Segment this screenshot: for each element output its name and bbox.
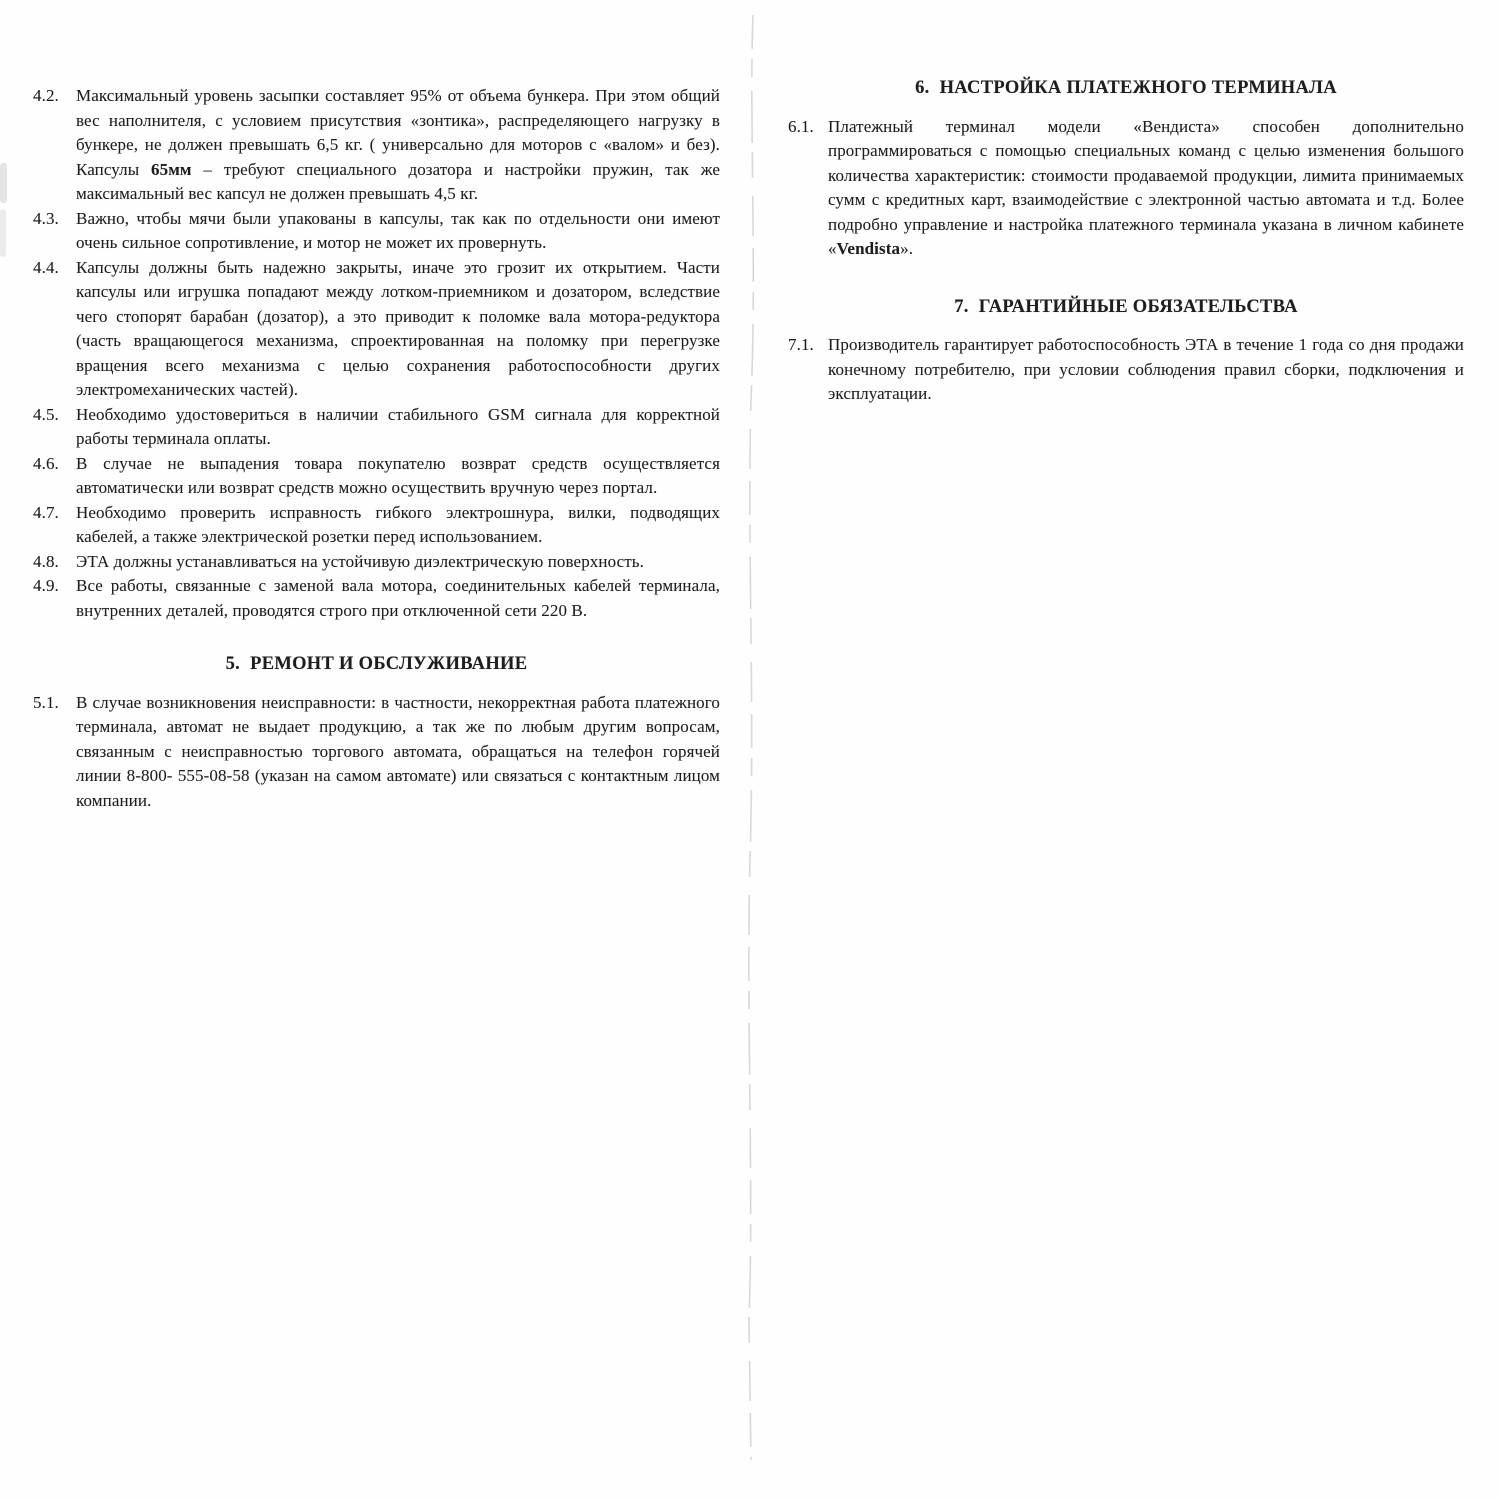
list-item bbox=[33, 501, 720, 550]
item-text: Все работы, связанные с заменой вала мотора, соединительных кабелей терминала, внутренних деталей, проводятся строго при отключенной сети 220 В. bbox=[76, 576, 720, 620]
list-item bbox=[33, 207, 720, 256]
section4-item-list bbox=[33, 84, 720, 623]
section7-title-text: ГАРАНТИЙНЫЕ ОБЯЗАТЕЛЬСТВА bbox=[978, 296, 1298, 317]
list-item bbox=[788, 115, 1464, 262]
item-text: Важно, чтобы мячи были упакованы в капсулы, так как по отдельности они имеют очень сильное сопротивление, и мотор не может их провернуть. bbox=[76, 208, 720, 252]
item-number: 6.1. bbox=[788, 116, 814, 136]
section6-item-list bbox=[788, 115, 1464, 262]
left-column bbox=[33, 84, 720, 813]
item-number: 4.5. bbox=[33, 404, 59, 424]
list-item bbox=[33, 403, 720, 452]
item-text: Капсулы должны быть надежно закрыты, иначе это грозит их открытием. Части капсулы или игрушка попадают между лотком-приемником и дозатором, вследствие чего стопорят барабан (дозатор), а это приводит к поломке вала мотора-редуктора (часть вращающегося механизма, спроектированная на поломку при перегрузке вращения всего механизма с целью сохранения работоспособности других электромеханических частей). bbox=[76, 257, 720, 399]
section5-item-list bbox=[33, 691, 720, 814]
list-item bbox=[33, 574, 720, 623]
item-number: 5.1. bbox=[33, 692, 59, 712]
scan-artifact-mark bbox=[0, 209, 6, 257]
item-text: Необходимо удостовериться в наличии стабильного GSM сигнала для корректной работы терминала оплаты. bbox=[76, 404, 720, 448]
item-text: Производитель гарантирует работоспособность ЭТА в течение 1 года со дня продажи конечному потребителю, при условии соблюдения правил сборки, подключения и эксплуатации. bbox=[828, 335, 1464, 403]
item-number: 4.2. bbox=[33, 86, 59, 105]
list-item bbox=[788, 333, 1464, 407]
item-text: ЭТА должны устанавливаться на устойчивую диэлектрическую поверхность. bbox=[76, 551, 644, 571]
item-number: 7.1. bbox=[788, 335, 814, 354]
item-text: Платежный терминал модели «Вендиста» способен дополнительно программироваться с помощью специальных команд с целью изменения большого количества характеристик: стоимости продаваемой продукции, лимита принимаемых сумм с кредитных карт, взаимодействие с электронной частью автомата и т.д. Более подробно управление и настройка платежного терминала указана в личном кабинете «Vendista». bbox=[828, 116, 1464, 258]
section5-number: 5. bbox=[225, 654, 241, 674]
list-item bbox=[33, 256, 720, 403]
section6-number: 6. bbox=[915, 78, 930, 98]
item-number: 4.3. bbox=[33, 208, 59, 228]
scan-artifact-mark bbox=[0, 163, 7, 203]
item-text: В случае возникновения неисправности: в частности, некорректная работа платежного терминала, автомат не выдает продукцию, а так же по любым другим вопросам, связанным с неисправностью торгового автомата, обращаться на телефон горячей линии 8-800- 555-08-58 (указан на самом автомате) или связаться с контактным лицом компании. bbox=[76, 692, 720, 810]
list-item bbox=[33, 84, 720, 207]
section7-item-list bbox=[788, 333, 1464, 407]
section7-number: 7. bbox=[954, 296, 969, 317]
list-item bbox=[33, 550, 720, 575]
item-number: 4.8. bbox=[33, 551, 59, 571]
item-number: 4.9. bbox=[33, 576, 59, 595]
section6-title-text: НАСТРОЙКА ПЛАТЕЖНОГО ТЕРМИНАЛА bbox=[939, 78, 1337, 98]
item-text: Максимальный уровень засыпки составляет 95% от объема бункера. При этом общий вес наполнителя, с условием присутствия «зонтика», распределяющего нагрузку в бункере, не должен превышать 6,5 кг. ( универсально для моторов с «валом» и без). Капсулы 65мм – требуют специального дозатора и настройки пружин, так же максимальный вес капсул не должен превышать 4,5 кг. bbox=[76, 86, 720, 203]
item-number: 4.4. bbox=[33, 257, 59, 277]
item-text: Необходимо проверить исправность гибкого электрошнура, вилки, подводящих кабелей, а также электрической розетки перед использованием. bbox=[76, 502, 720, 546]
section5-title bbox=[33, 652, 720, 677]
list-item bbox=[33, 691, 720, 814]
list-item bbox=[33, 452, 720, 501]
section5-title-text: РЕМОНТ И ОБСЛУЖИВАНИЕ bbox=[250, 654, 528, 674]
right-column bbox=[788, 76, 1464, 407]
item-text: В случае не выпадения товара покупателю возврат средств осуществляется автоматически или возврат средств можно осуществить вручную через портал. bbox=[76, 453, 720, 497]
item-number: 4.7. bbox=[33, 502, 59, 522]
section6-title bbox=[788, 76, 1464, 101]
item-number: 4.6. bbox=[33, 453, 59, 473]
section7-title bbox=[788, 295, 1464, 320]
